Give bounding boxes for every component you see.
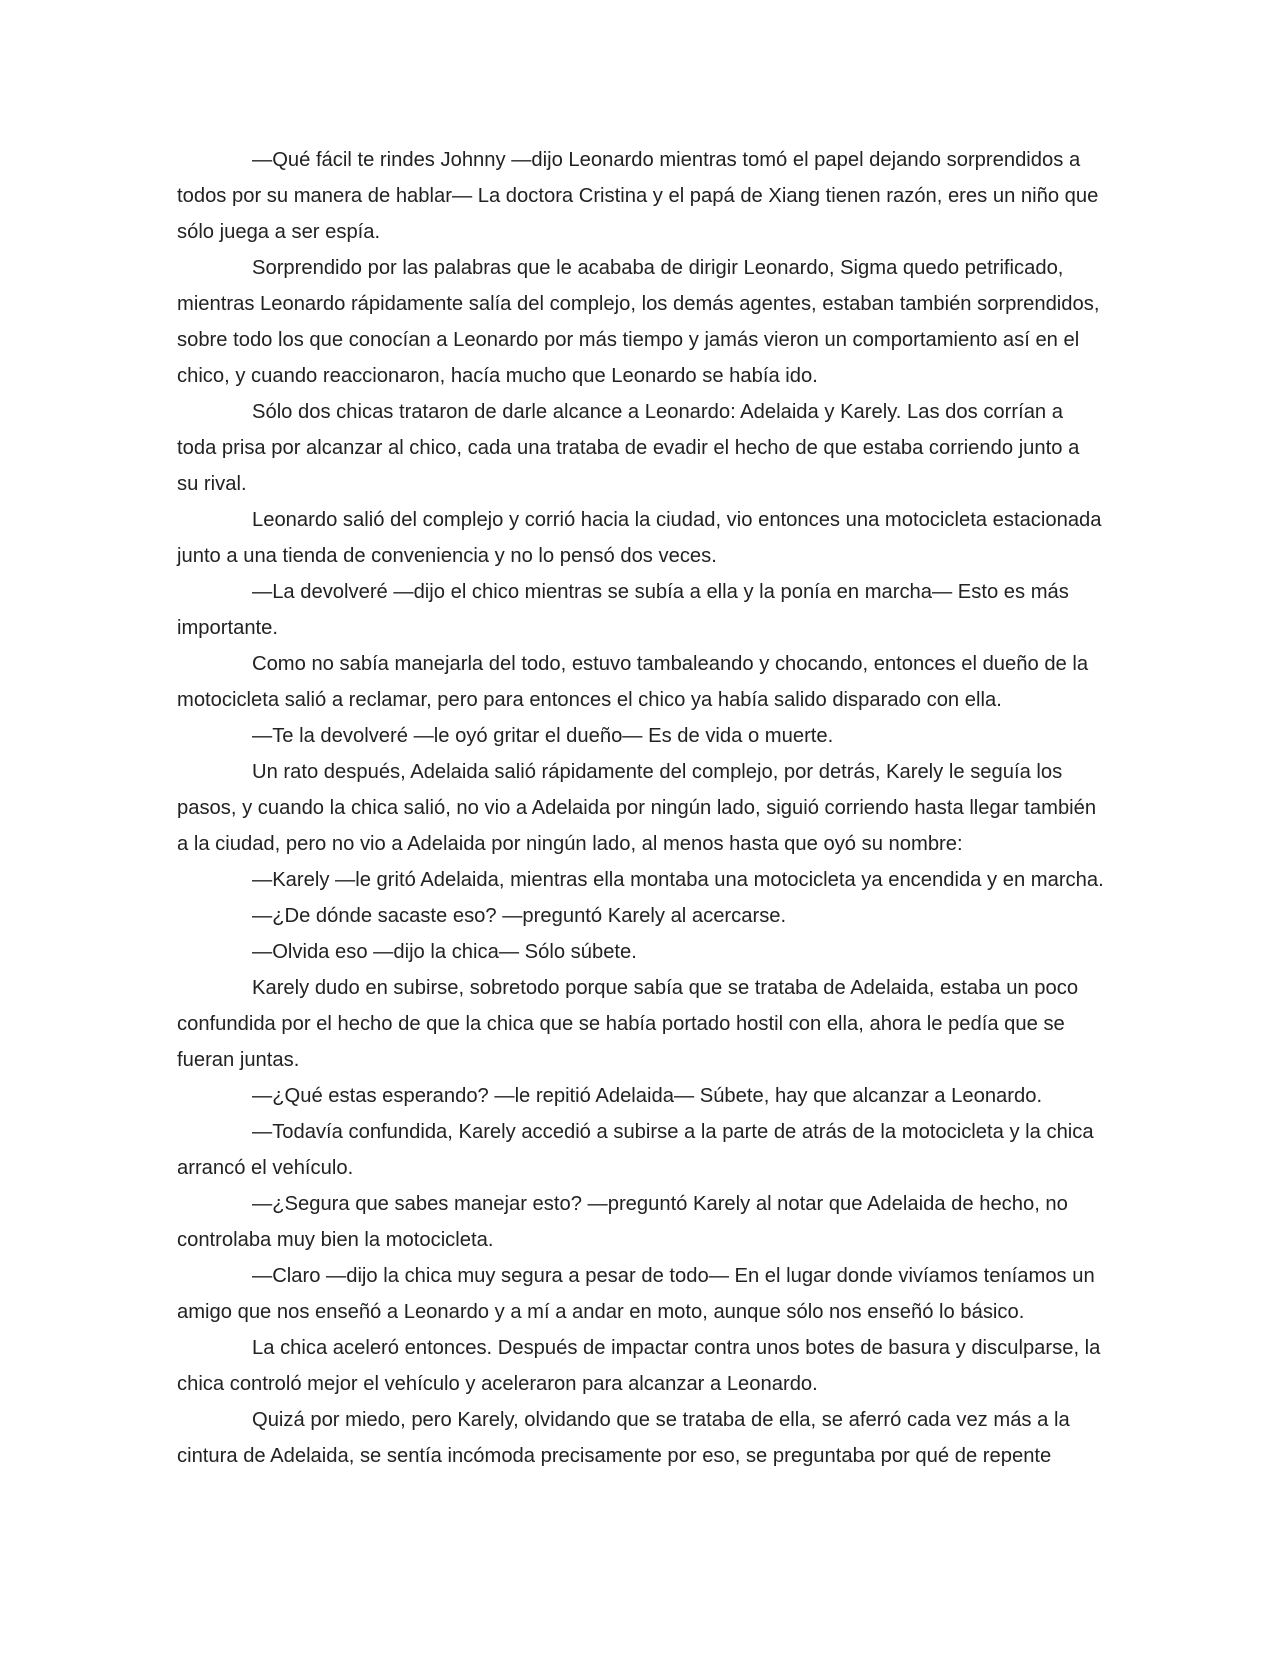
- paragraph-15: ―¿Segura que sabes manejar esto? ―preguntó Karely al notar que Adelaida de hecho, no controlaba muy bien la motocicleta.: [177, 1193, 1068, 1251]
- paragraph-7: ―Te la devolveré ―le oyó gritar el dueño― Es de vida o muerte.: [252, 725, 834, 747]
- paragraph-17: La chica aceleró entonces. Después de impactar contra unos botes de basura y disculparse, la chica controló mejor el vehículo y aceleraron para alcanzar a Leonardo.: [177, 1337, 1101, 1395]
- paragraph-13: ―¿Qué estas esperando? ―le repitió Adelaida― Súbete, hay que alcanzar a Leonardo.: [252, 1085, 1043, 1107]
- paragraph-14: ―Todavía confundida, Karely accedió a subirse a la parte de atrás de la motocicleta y la chica arrancó el vehículo.: [177, 1121, 1094, 1179]
- paragraph-10: ―¿De dónde sacaste eso? ―preguntó Karely al acercarse.: [252, 905, 787, 927]
- paragraph-9: ―Karely ―le gritó Adelaida, mientras ella montaba una motocicleta ya encendida y en marcha.: [252, 869, 1104, 891]
- paragraph-3: Sólo dos chicas trataron de darle alcance a Leonardo: Adelaida y Karely. Las dos corrían a toda prisa por alcanzar al chico, cada una trataba de evadir el hecho de que estaba corriendo junto a su rival.: [177, 401, 1080, 495]
- body-text: [177, 142, 1104, 1474]
- paragraph-1: ―Qué fácil te rindes Johnny ―dijo Leonardo mientras tomó el papel dejando sorprendidos a todos por su manera de hablar― La doctora Cristina y el papá de Xiang tienen razón, eres un niño que sólo juega a ser espía.: [177, 149, 1099, 243]
- paragraph-12: Karely dudo en subirse, sobretodo porque sabía que se trataba de Adelaida, estaba un poco confundida por el hecho de que la chica que se había portado hostil con ella, ahora le pedía que se fueran juntas.: [177, 977, 1079, 1071]
- paragraph-11: ―Olvida eso ―dijo la chica― Sólo súbete.: [252, 941, 637, 963]
- paragraph-2: Sorprendido por las palabras que le acababa de dirigir Leonardo, Sigma quedo petrificado, mientras Leonardo rápidamente salía del complejo, los demás agentes, estaban también sorprendidos, sobre todo los que conocían a Leonardo por más tiempo y jamás vieron un comportamiento así en el chico, y cuando reaccionaron, hacía mucho que Leonardo se había ido.: [177, 257, 1100, 387]
- paragraph-18: Quizá por miedo, pero Karely, olvidando que se trataba de ella, se aferró cada vez más a la cintura de Adelaida, se sentía incómoda precisamente por eso, se preguntaba por qué de repente: [177, 1409, 1070, 1467]
- paragraph-8: Un rato después, Adelaida salió rápidamente del complejo, por detrás, Karely le seguía los pasos, y cuando la chica salió, no vio a Adelaida por ningún lado, siguió corriendo hasta llegar también a la ciudad, pero no vio a Adelaida por ningún lado, al menos hasta que oyó su nombre:: [177, 761, 1097, 855]
- paragraph-6: Como no sabía manejarla del todo, estuvo tambaleando y chocando, entonces el dueño de la motocicleta salió a reclamar, pero para entonces el chico ya había salido disparado con ella.: [177, 653, 1089, 711]
- paragraph-4: Leonardo salió del complejo y corrió hacia la ciudad, vio entonces una motocicleta estacionada junto a una tienda de conveniencia y no lo pensó dos veces.: [177, 509, 1102, 567]
- paragraph-16: ―Claro ―dijo la chica muy segura a pesar de todo― En el lugar donde vivíamos teníamos un amigo que nos enseñó a Leonardo y a mí a andar en moto, aunque sólo nos enseñó lo básico.: [177, 1265, 1095, 1323]
- paragraph-5: ―La devolveré ―dijo el chico mientras se subía a ella y la ponía en marcha― Esto es más importante.: [177, 581, 1069, 639]
